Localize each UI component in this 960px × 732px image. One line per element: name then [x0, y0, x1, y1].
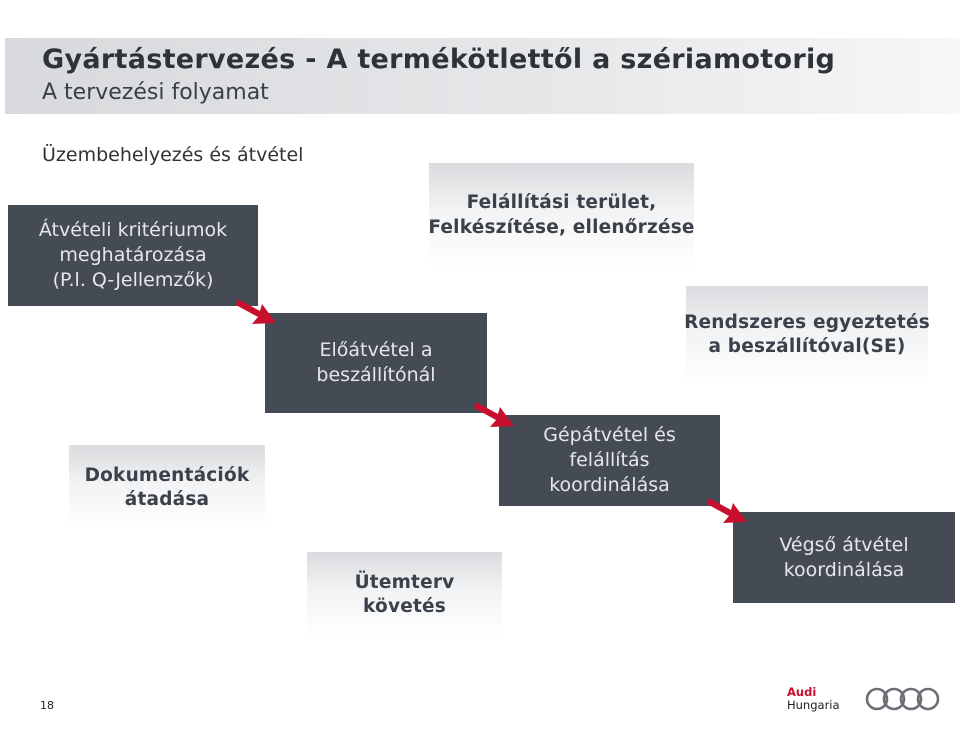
arrow-icon — [472, 396, 518, 430]
page-subtitle: A tervezési folyamat — [42, 80, 269, 105]
arrow-icon — [234, 293, 280, 327]
section-title: Üzembehelyezés és átvétel — [42, 144, 304, 166]
task-installation-area — [429, 163, 694, 268]
step-acceptance-criteria-line3: (P.l. Q-Jellemzők) — [52, 268, 214, 291]
step-machine-acceptance-line2: felállítás — [569, 449, 650, 472]
four-rings-icon — [864, 686, 942, 712]
task-schedule-tracking — [307, 552, 502, 638]
step-final-acceptance-line2: koordinálása — [783, 558, 905, 581]
task-installation-area-line1: Felállítási terület, — [466, 192, 657, 214]
step-pre-acceptance-line2: beszállítónál — [316, 364, 436, 386]
task-supplier-coordination — [686, 286, 928, 384]
task-installation-area-line2: Felkészítése, ellenőrzése — [428, 216, 695, 238]
brand-name — [787, 686, 840, 712]
task-supplier-coordination-line1: Rendszeres egyeztetés — [684, 311, 930, 333]
step-machine-acceptance — [499, 415, 720, 506]
task-documentation-line1: Dokumentációk — [84, 464, 250, 486]
page-title: Gyártástervezés - A termékötlettől a szériamotorig — [42, 44, 836, 75]
task-documentation — [69, 445, 265, 531]
task-supplier-coordination-line2: a beszállítóval(SE) — [708, 336, 906, 357]
step-acceptance-criteria — [8, 205, 258, 306]
step-acceptance-criteria-line1: Átvételi kritériumok — [38, 219, 228, 242]
task-schedule-tracking-line2: követés — [363, 596, 446, 617]
task-documentation-line2: átadása — [124, 489, 210, 510]
brand-line2: Hungaria — [787, 698, 840, 713]
step-acceptance-criteria-line2: meghatározása — [59, 244, 207, 267]
step-machine-acceptance-line1: Gépátvétel és — [543, 424, 676, 447]
step-pre-acceptance-line1: Előátvétel a — [319, 339, 433, 362]
step-final-acceptance — [733, 512, 955, 603]
task-schedule-tracking-line1: Ütemterv — [354, 571, 455, 593]
step-final-acceptance-line1: Végső átvétel — [779, 533, 909, 556]
step-machine-acceptance-line3: koordinálása — [549, 473, 670, 496]
page-number: 18 — [40, 699, 54, 712]
brand-line1: Audi — [787, 685, 817, 699]
arrow-icon — [705, 492, 751, 526]
step-pre-acceptance — [265, 313, 487, 413]
